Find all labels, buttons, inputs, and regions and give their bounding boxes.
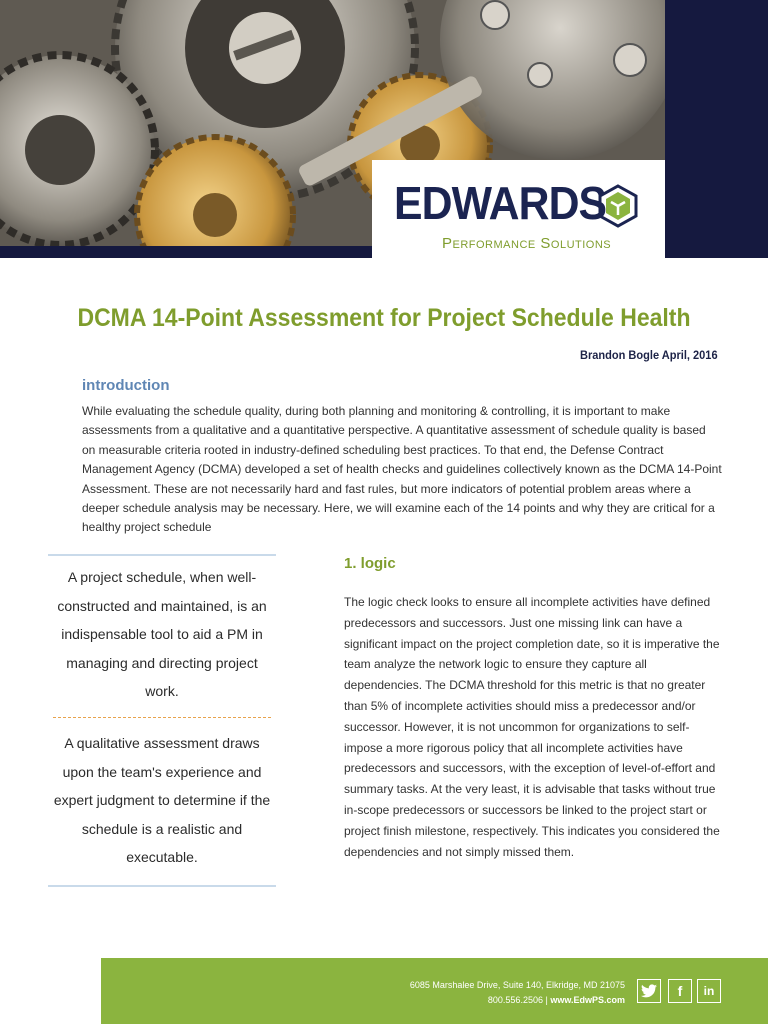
document-title: DCMA 14-Point Assessment for Project Schedule Health	[77, 304, 691, 332]
pull-quote-2: A qualitative assessment draws upon the team's experience and expert judgment to determine if the schedule is a realistic and executable.	[53, 735, 271, 865]
section-logic-body: The logic check looks to ensure all incomplete activities have defined predecessors and successors. Just one missing link can have a significant impact on the project completion date, so it is imperative the team analyze the network logic to ensure they capture all dependencies. The DCMA threshold for this metric is that no greater than 5% of incomplete activities should miss a predecessor and/or successor. However, it is not uncommon for organizations to self-impose a more rigorous policy that all incomplete activities have predecessors and successors, with the exception of level-of-effort and summary tasks. At the very least, it is advisable that tasks without true in-scope predecessors or successors be linked to the project start or project finish milestone, respectively. This indicates you considered the dependencies and not simply missed them.	[344, 595, 720, 859]
quote-bottom-divider	[48, 885, 276, 887]
twitter-bird-glyph	[641, 984, 657, 998]
footer-contact	[410, 978, 625, 1008]
hexagon-logo-icon	[598, 184, 638, 228]
header-navy-band	[665, 0, 768, 258]
footer-website-link[interactable]: www.EdwPS.com	[550, 995, 625, 1005]
facebook-icon[interactable]: f	[668, 979, 692, 1003]
twitter-icon[interactable]	[637, 979, 661, 1003]
header-navy-strip	[0, 246, 372, 258]
introduction-heading: introduction	[82, 377, 170, 394]
linkedin-icon[interactable]: in	[697, 979, 721, 1003]
author-date: Brandon Bogle April, 2016	[580, 348, 718, 362]
footer-separator: |	[542, 995, 551, 1005]
introduction-body: While evaluating the schedule quality, during both planning and monitoring & controlling, it is important to make assessments from a qualitative and a quantitative perspective. A quantitative assessment of schedule quality is based on measurable criteria rooted in industry-defined scheduling best practices. To that end, the Defense Contract Management Agency (DCMA) developed a set of health checks and guidelines collectively known as the DCMA 14-Point Assessment. These are not necessarily hard and fast rules, but more indicators of potential problem areas where a deeper schedule analysis may be necessary. Here, we will examine each of the 14 points and why they are critical for a healthy project schedule	[82, 404, 722, 535]
quote-dashed-divider	[53, 717, 271, 718]
footer-address: 6085 Marshalee Drive, Suite 140, Elkridge, MD 21075	[409, 980, 625, 990]
pull-quote-1: A project schedule, when well-constructed and maintained, is an indispensable tool to aid a PM in managing and directing project work.	[57, 569, 267, 699]
footer-phone: 800.556.2506	[487, 995, 543, 1005]
footer-phone-web	[410, 993, 625, 1008]
footer-bar	[101, 958, 768, 1024]
company-logo	[372, 160, 665, 258]
quote-top-divider	[48, 554, 276, 556]
logo-wordmark: EDWARDS	[394, 177, 607, 229]
section-logic-heading: 1. logic	[344, 555, 396, 572]
logo-tagline: Performance Solutions	[442, 235, 612, 252]
